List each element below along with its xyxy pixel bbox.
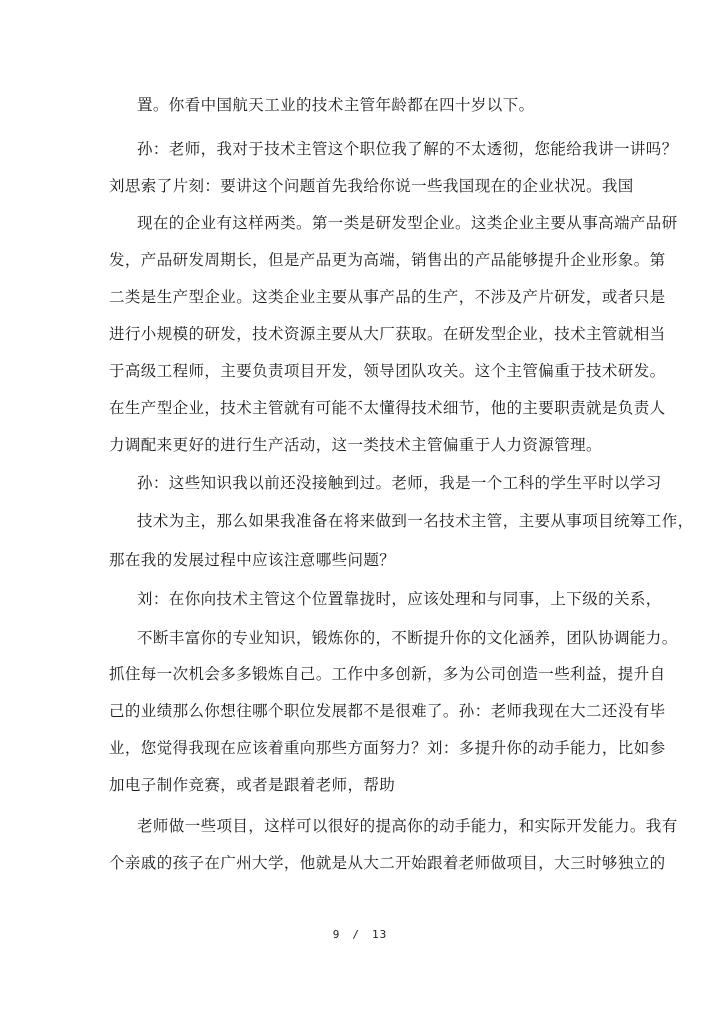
- text-line: 刘思索了片刻：要讲这个问题首先我给你说一些我国现在的企业状况。我国: [109, 177, 634, 195]
- page-number: [0, 928, 720, 941]
- text-line: 抓住每一次机会多多锻炼自己。工作中多创新，多为公司创造一些利益，提升自: [109, 665, 666, 683]
- text-line: 于高级工程师，主要负责项目开发，领导团队攻关。这个主管偏重于技术研发。: [109, 362, 666, 380]
- text-line: 力调配来更好的进行生产活动，这一类技术主管偏重于人力资源管理。: [109, 436, 602, 454]
- text-line: 置。你看中国航天工业的技术主管年龄都在四十岁以下。: [137, 96, 535, 114]
- page-separator: /: [352, 928, 360, 941]
- text-line: 业，您觉得我现在应该着重向那些方面努力？刘：多提升你的动手能力，比如参: [109, 739, 666, 757]
- text-line: 个亲戚的孩子在广州大学，他就是从大二开始跟着老师做项目，大三时够独立的: [109, 854, 666, 872]
- text-line: 现在的企业有这样两类。第一类是研发型企业。这类企业主要从事高端产品研: [137, 214, 678, 232]
- text-line: 老师做一些项目，这样可以很好的提高你的动手能力，和实际开发能力。我有: [137, 817, 678, 835]
- text-line: 己的业绩那么你想往哪个职位发展都不是很难了。孙：老师我现在大二还没有毕: [109, 702, 666, 720]
- text-line: 孙：这些知识我以前还没接触到过。老师，我是一个工科的学生平时以学习: [137, 474, 662, 492]
- text-line: 在生产型企业，技术主管就有可能不太懂得技术细节，他的主要职责就是负责人: [109, 399, 666, 417]
- text-line: 进行小规模的研发，技术资源主要从大厂获取。在研发型企业，技术主管就相当: [109, 325, 666, 343]
- text-line: 孙：老师，我对于技术主管这个职位我了解的不太透彻，您能给我讲一讲吗？: [137, 140, 678, 158]
- text-line: 发，产品研发周期长，但是产品更为高端，销售出的产品能够提升企业形象。第: [109, 251, 666, 269]
- current-page-number: 9: [332, 928, 341, 941]
- total-pages: 13: [372, 928, 388, 941]
- text-line: 刘：在你向技术主管这个位置靠拢时，应该处理和与同事，上下级的关系，: [137, 590, 662, 608]
- text-line: 那在我的发展过程中应该注意哪些问题？: [109, 551, 396, 569]
- text-line: 二类是生产型企业。这类企业主要从事产品的生产，不涉及产片研发，或者只是: [109, 288, 666, 306]
- text-line: 加电子制作竞赛，或者是跟着老师，帮助: [109, 776, 396, 794]
- text-line: 技术为主，那么如果我准备在将来做到一名技术主管，主要从事项目统筹工作，: [137, 512, 694, 530]
- text-line: 不断丰富你的专业知识，锻炼你的，不断提升你的文化涵养，团队协调能力。: [137, 629, 678, 647]
